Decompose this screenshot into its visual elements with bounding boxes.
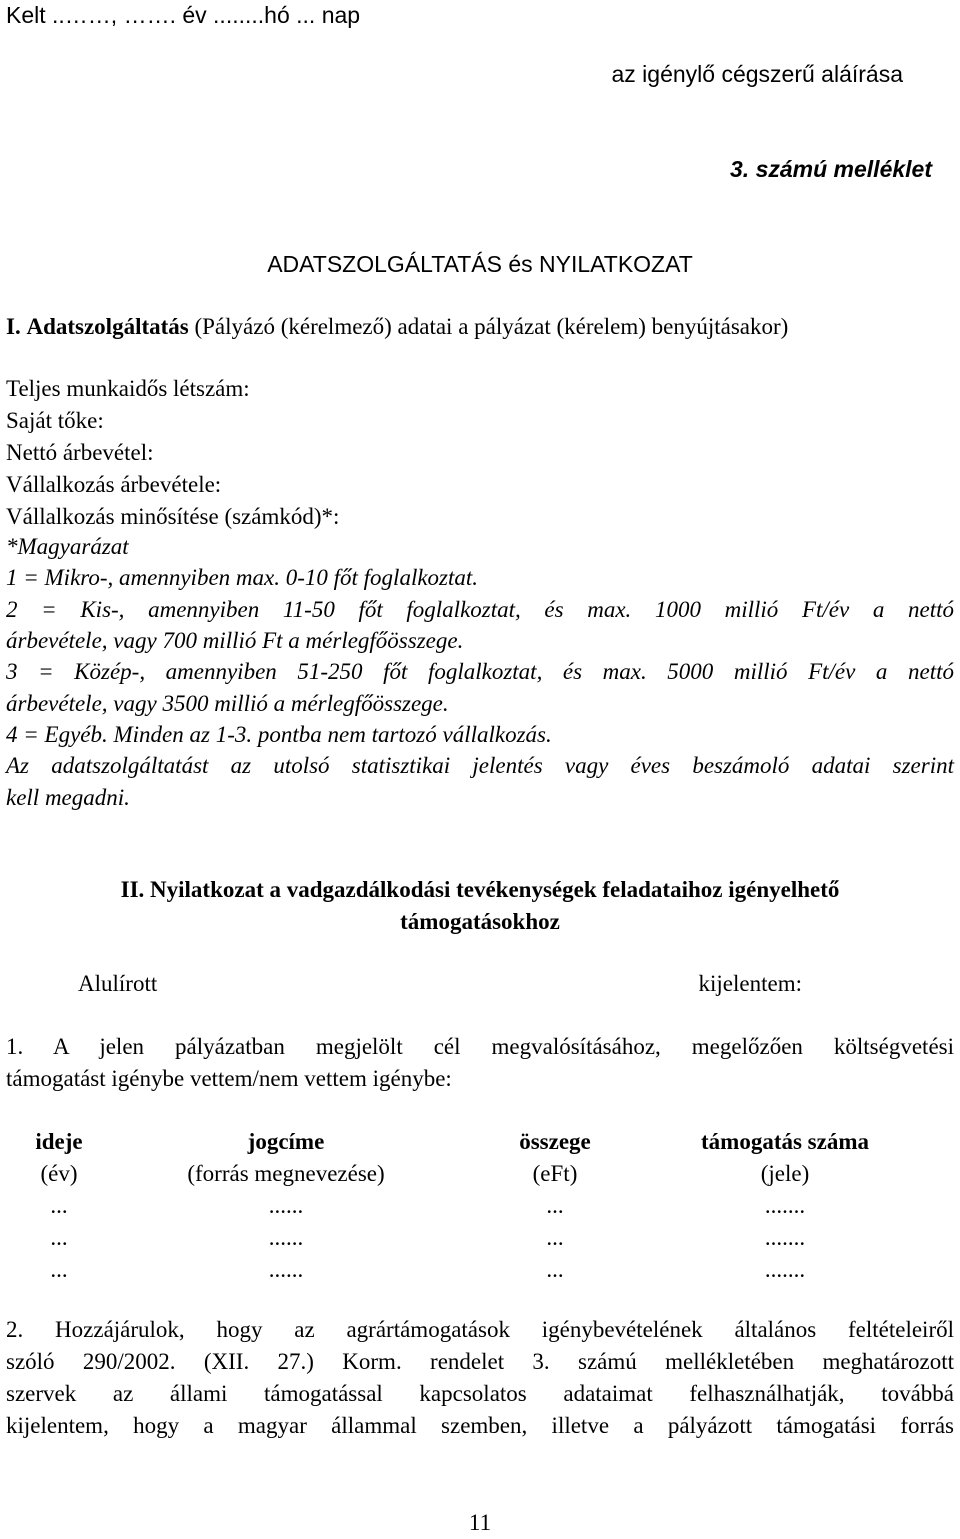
item2-line2: szóló 290/2002. (XII. 27.) Korm. rendelet 3. számú mellékletében meghatározott: [6, 1349, 954, 1374]
section1-heading-rest: (Pályázó (kérelmező) adatai a pályázat (kérelem) benyújtásakor): [194, 314, 789, 339]
table-cell: ...: [546, 1193, 564, 1218]
table-header-date: ideje: [35, 1129, 83, 1154]
note-explanation: *Magyarázat: [6, 534, 129, 559]
section1-heading: [6, 311, 954, 343]
table-subheader-title: (forrás megnevezése): [187, 1161, 385, 1186]
table-cell: ...: [50, 1193, 68, 1218]
table-cell: .......: [764, 1225, 806, 1250]
field-company-rating: Vállalkozás minősítése (számkód)*:: [6, 504, 340, 529]
item1-line1: 1. A jelen pályázatban megjelölt cél megvalósításához, megelőzően költségvetési: [6, 1034, 954, 1059]
section1-heading-bold: Adatszolgáltatás: [26, 314, 189, 339]
date-line: Kelt ..……, ……. év ........hó ... nap: [6, 2, 361, 28]
note-small-line1: 2 = Kis-, amennyiben 11-50 főt foglalkoztat, és max. 1000 millió Ft/év a nettó: [6, 597, 954, 622]
table-header-title: jogcíme: [247, 1129, 325, 1154]
item1-line2: támogatást igénybe vettem/nem vettem igénybe:: [6, 1066, 452, 1091]
table-cell: ......: [268, 1225, 304, 1250]
note-source-line2: kell megadni.: [6, 785, 130, 810]
note-micro: 1 = Mikro-, amennyiben max. 0-10 főt foglalkoztat.: [6, 565, 479, 590]
section2-heading-line1: II. Nyilatkozat a vadgazdálkodási tevékenységek feladataihoz igényelhető: [120, 877, 840, 902]
table-cell: ...: [50, 1225, 68, 1250]
item2-line3: szervek az állami támogatással kapcsolatos adataimat felhasználhatják, továbbá: [6, 1381, 954, 1406]
main-title: ADATSZOLGÁLTATÁS és NYILATKOZAT: [267, 251, 693, 277]
table-cell: ...: [50, 1257, 68, 1282]
table-cell: .......: [764, 1257, 806, 1282]
note-medium-line2: árbevétele, vagy 3500 millió a mérlegfőösszege.: [6, 691, 449, 716]
undersigned-label: Alulírott: [78, 971, 158, 996]
annex-label: 3. számú melléklet: [730, 156, 932, 182]
note-source-line1: Az adatszolgáltatást az utolsó statisztikai jelentés vagy éves beszámoló adatai szerint: [6, 753, 954, 778]
field-equity: Saját tőke:: [6, 408, 104, 433]
table-subheader-number: (jele): [760, 1161, 810, 1186]
table-header-amount: összege: [519, 1129, 591, 1154]
table-cell: ......: [268, 1257, 304, 1282]
item2-line4: kijelentem, hogy a magyar állammal szemben, illetve a pályázott támogatási forrás: [6, 1413, 954, 1438]
table-header-number: támogatás száma: [701, 1129, 869, 1154]
section2-heading-line2: támogatásokhoz: [400, 909, 560, 934]
table-subheader-amount: (eFt): [532, 1161, 578, 1186]
field-headcount: Teljes munkaidős létszám:: [6, 376, 250, 401]
table-subheader-date: (év): [40, 1161, 78, 1186]
note-medium-line1: 3 = Közép-, amennyiben 51-250 főt foglalkoztat, és max. 5000 millió Ft/év a nettó: [6, 659, 954, 684]
table-cell: ...: [546, 1225, 564, 1250]
note-other: 4 = Egyéb. Minden az 1-3. pontba nem tartozó vállalkozás.: [6, 722, 552, 747]
table-cell: .......: [764, 1193, 806, 1218]
signature-label: az igénylő cégszerű aláírása: [611, 61, 903, 87]
section1-roman: I.: [6, 314, 21, 339]
declare-label: kijelentem:: [698, 971, 802, 996]
note-small-line2: árbevétele, vagy 700 millió Ft a mérlegfőösszege.: [6, 628, 464, 653]
field-net-revenue: Nettó árbevétel:: [6, 440, 154, 465]
item2-line1: 2. Hozzájárulok, hogy az agrártámogatások igénybevételének általános feltételeiről: [6, 1317, 954, 1342]
table-cell: ...: [546, 1257, 564, 1282]
page-number: 11: [468, 1510, 492, 1535]
table-cell: ......: [268, 1193, 304, 1218]
field-company-revenue: Vállalkozás árbevétele:: [6, 472, 222, 497]
